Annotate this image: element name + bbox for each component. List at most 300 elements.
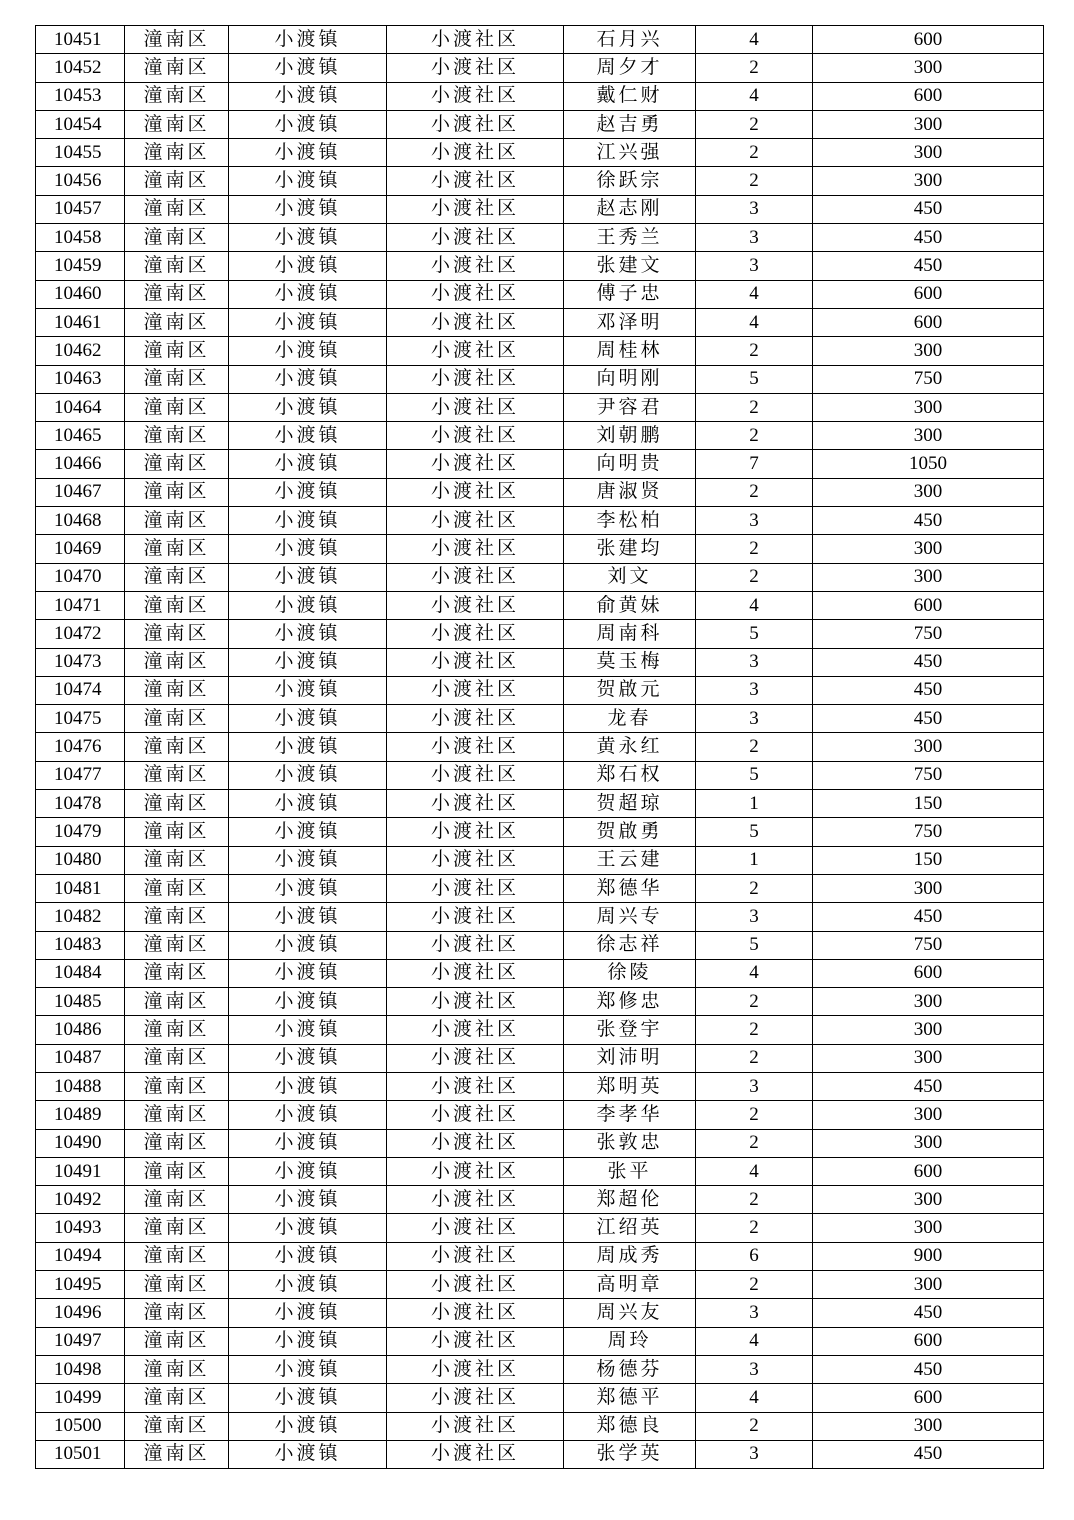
record-id-cell: 10459 bbox=[36, 252, 125, 280]
community-cell: 小渡社区 bbox=[387, 365, 564, 393]
household-count-cell: 3 bbox=[696, 903, 813, 931]
name-cell: 赵吉勇 bbox=[564, 110, 696, 138]
amount-cell: 600 bbox=[813, 1157, 1044, 1185]
amount-cell: 600 bbox=[813, 591, 1044, 619]
district-cell: 潼南区 bbox=[125, 1440, 229, 1468]
table-row bbox=[36, 82, 1044, 110]
town-cell: 小渡镇 bbox=[229, 1242, 387, 1270]
amount-cell: 300 bbox=[813, 988, 1044, 1016]
town-cell: 小渡镇 bbox=[229, 308, 387, 336]
district-cell: 潼南区 bbox=[125, 139, 229, 167]
town-cell: 小渡镇 bbox=[229, 648, 387, 676]
record-id-cell: 10457 bbox=[36, 195, 125, 223]
amount-cell: 150 bbox=[813, 790, 1044, 818]
community-cell: 小渡社区 bbox=[387, 1271, 564, 1299]
record-id-cell: 10485 bbox=[36, 988, 125, 1016]
record-id-cell: 10452 bbox=[36, 54, 125, 82]
table-row bbox=[36, 1214, 1044, 1242]
community-cell: 小渡社区 bbox=[387, 26, 564, 54]
table-row bbox=[36, 450, 1044, 478]
community-cell: 小渡社区 bbox=[387, 54, 564, 82]
district-cell: 潼南区 bbox=[125, 110, 229, 138]
name-cell: 莫玉梅 bbox=[564, 648, 696, 676]
household-count-cell: 1 bbox=[696, 790, 813, 818]
name-cell: 郑德良 bbox=[564, 1412, 696, 1440]
district-cell: 潼南区 bbox=[125, 988, 229, 1016]
district-cell: 潼南区 bbox=[125, 1412, 229, 1440]
name-cell: 张登宇 bbox=[564, 1016, 696, 1044]
town-cell: 小渡镇 bbox=[229, 931, 387, 959]
name-cell: 贺啟勇 bbox=[564, 818, 696, 846]
record-id-cell: 10483 bbox=[36, 931, 125, 959]
amount-cell: 300 bbox=[813, 1101, 1044, 1129]
record-id-cell: 10484 bbox=[36, 959, 125, 987]
household-count-cell: 2 bbox=[696, 54, 813, 82]
table-row bbox=[36, 422, 1044, 450]
record-id-cell: 10464 bbox=[36, 393, 125, 421]
community-cell: 小渡社区 bbox=[387, 1355, 564, 1383]
household-count-cell: 3 bbox=[696, 676, 813, 704]
district-cell: 潼南区 bbox=[125, 1299, 229, 1327]
household-count-cell: 2 bbox=[696, 733, 813, 761]
household-count-cell: 5 bbox=[696, 818, 813, 846]
amount-cell: 450 bbox=[813, 705, 1044, 733]
amount-cell: 450 bbox=[813, 1440, 1044, 1468]
district-cell: 潼南区 bbox=[125, 365, 229, 393]
record-id-cell: 10458 bbox=[36, 224, 125, 252]
town-cell: 小渡镇 bbox=[229, 846, 387, 874]
name-cell: 杨德芬 bbox=[564, 1355, 696, 1383]
district-cell: 潼南区 bbox=[125, 54, 229, 82]
household-count-cell: 2 bbox=[696, 1412, 813, 1440]
household-count-cell: 2 bbox=[696, 110, 813, 138]
district-cell: 潼南区 bbox=[125, 733, 229, 761]
town-cell: 小渡镇 bbox=[229, 903, 387, 931]
amount-cell: 150 bbox=[813, 846, 1044, 874]
household-count-cell: 2 bbox=[696, 1129, 813, 1157]
name-cell: 周桂林 bbox=[564, 337, 696, 365]
amount-cell: 450 bbox=[813, 676, 1044, 704]
amount-cell: 300 bbox=[813, 167, 1044, 195]
amount-cell: 450 bbox=[813, 195, 1044, 223]
town-cell: 小渡镇 bbox=[229, 1157, 387, 1185]
district-cell: 潼南区 bbox=[125, 1186, 229, 1214]
household-count-cell: 2 bbox=[696, 393, 813, 421]
town-cell: 小渡镇 bbox=[229, 1355, 387, 1383]
record-id-cell: 10474 bbox=[36, 676, 125, 704]
town-cell: 小渡镇 bbox=[229, 818, 387, 846]
name-cell: 赵志刚 bbox=[564, 195, 696, 223]
household-count-cell: 5 bbox=[696, 620, 813, 648]
community-cell: 小渡社区 bbox=[387, 110, 564, 138]
household-count-cell: 2 bbox=[696, 1271, 813, 1299]
record-id-cell: 10456 bbox=[36, 167, 125, 195]
name-cell: 江兴强 bbox=[564, 139, 696, 167]
name-cell: 张敦忠 bbox=[564, 1129, 696, 1157]
table-row bbox=[36, 1412, 1044, 1440]
table-row bbox=[36, 252, 1044, 280]
name-cell: 刘朝鹏 bbox=[564, 422, 696, 450]
name-cell: 郑修忠 bbox=[564, 988, 696, 1016]
table-row bbox=[36, 54, 1044, 82]
community-cell: 小渡社区 bbox=[387, 1129, 564, 1157]
household-count-cell: 1 bbox=[696, 846, 813, 874]
district-cell: 潼南区 bbox=[125, 790, 229, 818]
household-count-cell: 2 bbox=[696, 167, 813, 195]
record-id-cell: 10487 bbox=[36, 1044, 125, 1072]
community-cell: 小渡社区 bbox=[387, 563, 564, 591]
district-cell: 潼南区 bbox=[125, 1214, 229, 1242]
record-id-cell: 10475 bbox=[36, 705, 125, 733]
record-id-cell: 10477 bbox=[36, 761, 125, 789]
town-cell: 小渡镇 bbox=[229, 1412, 387, 1440]
district-cell: 潼南区 bbox=[125, 1157, 229, 1185]
town-cell: 小渡镇 bbox=[229, 705, 387, 733]
household-count-cell: 5 bbox=[696, 761, 813, 789]
record-id-cell: 10481 bbox=[36, 874, 125, 902]
town-cell: 小渡镇 bbox=[229, 1440, 387, 1468]
town-cell: 小渡镇 bbox=[229, 959, 387, 987]
name-cell: 徐志祥 bbox=[564, 931, 696, 959]
community-cell: 小渡社区 bbox=[387, 705, 564, 733]
table-row bbox=[36, 620, 1044, 648]
table-row bbox=[36, 818, 1044, 846]
town-cell: 小渡镇 bbox=[229, 450, 387, 478]
district-cell: 潼南区 bbox=[125, 931, 229, 959]
amount-cell: 450 bbox=[813, 1072, 1044, 1100]
record-id-cell: 10486 bbox=[36, 1016, 125, 1044]
household-count-cell: 4 bbox=[696, 1384, 813, 1412]
amount-cell: 300 bbox=[813, 1016, 1044, 1044]
household-count-cell: 3 bbox=[696, 252, 813, 280]
name-cell: 郑明英 bbox=[564, 1072, 696, 1100]
amount-cell: 300 bbox=[813, 1214, 1044, 1242]
household-count-cell: 3 bbox=[696, 1072, 813, 1100]
record-id-cell: 10455 bbox=[36, 139, 125, 167]
community-cell: 小渡社区 bbox=[387, 1072, 564, 1100]
amount-cell: 300 bbox=[813, 1186, 1044, 1214]
town-cell: 小渡镇 bbox=[229, 1214, 387, 1242]
amount-cell: 300 bbox=[813, 337, 1044, 365]
record-id-cell: 10491 bbox=[36, 1157, 125, 1185]
name-cell: 俞黄妹 bbox=[564, 591, 696, 619]
table-row bbox=[36, 535, 1044, 563]
community-cell: 小渡社区 bbox=[387, 478, 564, 506]
amount-cell: 300 bbox=[813, 874, 1044, 902]
community-cell: 小渡社区 bbox=[387, 139, 564, 167]
household-count-cell: 3 bbox=[696, 705, 813, 733]
table-row bbox=[36, 26, 1044, 54]
name-cell: 张建均 bbox=[564, 535, 696, 563]
community-cell: 小渡社区 bbox=[387, 422, 564, 450]
household-count-cell: 2 bbox=[696, 874, 813, 902]
amount-cell: 600 bbox=[813, 26, 1044, 54]
amount-cell: 300 bbox=[813, 733, 1044, 761]
community-cell: 小渡社区 bbox=[387, 818, 564, 846]
amount-cell: 600 bbox=[813, 1384, 1044, 1412]
amount-cell: 600 bbox=[813, 82, 1044, 110]
table-row bbox=[36, 195, 1044, 223]
community-cell: 小渡社区 bbox=[387, 195, 564, 223]
name-cell: 张平 bbox=[564, 1157, 696, 1185]
table-row bbox=[36, 1242, 1044, 1270]
community-cell: 小渡社区 bbox=[387, 1242, 564, 1270]
table-row bbox=[36, 167, 1044, 195]
household-count-cell: 4 bbox=[696, 308, 813, 336]
household-count-cell: 2 bbox=[696, 1044, 813, 1072]
town-cell: 小渡镇 bbox=[229, 733, 387, 761]
community-cell: 小渡社区 bbox=[387, 1044, 564, 1072]
household-count-cell: 2 bbox=[696, 139, 813, 167]
district-cell: 潼南区 bbox=[125, 818, 229, 846]
town-cell: 小渡镇 bbox=[229, 1186, 387, 1214]
household-count-cell: 3 bbox=[696, 195, 813, 223]
amount-cell: 750 bbox=[813, 620, 1044, 648]
community-cell: 小渡社区 bbox=[387, 252, 564, 280]
district-cell: 潼南区 bbox=[125, 82, 229, 110]
amount-cell: 300 bbox=[813, 1271, 1044, 1299]
household-count-cell: 3 bbox=[696, 507, 813, 535]
town-cell: 小渡镇 bbox=[229, 620, 387, 648]
district-cell: 潼南区 bbox=[125, 308, 229, 336]
household-count-cell: 6 bbox=[696, 1242, 813, 1270]
table-row bbox=[36, 507, 1044, 535]
district-cell: 潼南区 bbox=[125, 563, 229, 591]
name-cell: 贺啟元 bbox=[564, 676, 696, 704]
record-id-cell: 10453 bbox=[36, 82, 125, 110]
district-cell: 潼南区 bbox=[125, 591, 229, 619]
community-cell: 小渡社区 bbox=[387, 846, 564, 874]
name-cell: 周夕才 bbox=[564, 54, 696, 82]
household-count-cell: 4 bbox=[696, 959, 813, 987]
name-cell: 向明贵 bbox=[564, 450, 696, 478]
community-cell: 小渡社区 bbox=[387, 393, 564, 421]
community-cell: 小渡社区 bbox=[387, 931, 564, 959]
name-cell: 周兴友 bbox=[564, 1299, 696, 1327]
district-cell: 潼南区 bbox=[125, 705, 229, 733]
household-count-cell: 2 bbox=[696, 1016, 813, 1044]
district-cell: 潼南区 bbox=[125, 224, 229, 252]
town-cell: 小渡镇 bbox=[229, 761, 387, 789]
district-cell: 潼南区 bbox=[125, 167, 229, 195]
community-cell: 小渡社区 bbox=[387, 988, 564, 1016]
household-count-cell: 4 bbox=[696, 82, 813, 110]
record-id-cell: 10470 bbox=[36, 563, 125, 591]
record-id-cell: 10468 bbox=[36, 507, 125, 535]
record-id-cell: 10460 bbox=[36, 280, 125, 308]
record-id-cell: 10496 bbox=[36, 1299, 125, 1327]
community-cell: 小渡社区 bbox=[387, 761, 564, 789]
household-count-cell: 5 bbox=[696, 931, 813, 959]
table-row bbox=[36, 1157, 1044, 1185]
table-row bbox=[36, 676, 1044, 704]
community-cell: 小渡社区 bbox=[387, 1016, 564, 1044]
district-cell: 潼南区 bbox=[125, 26, 229, 54]
name-cell: 李松柏 bbox=[564, 507, 696, 535]
community-cell: 小渡社区 bbox=[387, 308, 564, 336]
table-row bbox=[36, 1327, 1044, 1355]
record-id-cell: 10478 bbox=[36, 790, 125, 818]
record-id-cell: 10462 bbox=[36, 337, 125, 365]
community-cell: 小渡社区 bbox=[387, 591, 564, 619]
community-cell: 小渡社区 bbox=[387, 676, 564, 704]
district-cell: 潼南区 bbox=[125, 337, 229, 365]
district-cell: 潼南区 bbox=[125, 648, 229, 676]
table-row bbox=[36, 337, 1044, 365]
amount-cell: 300 bbox=[813, 422, 1044, 450]
household-count-cell: 2 bbox=[696, 1101, 813, 1129]
household-count-cell: 2 bbox=[696, 988, 813, 1016]
household-count-cell: 3 bbox=[696, 1440, 813, 1468]
household-count-cell: 2 bbox=[696, 422, 813, 450]
name-cell: 郑德平 bbox=[564, 1384, 696, 1412]
amount-cell: 450 bbox=[813, 1299, 1044, 1327]
town-cell: 小渡镇 bbox=[229, 507, 387, 535]
record-id-cell: 10498 bbox=[36, 1355, 125, 1383]
town-cell: 小渡镇 bbox=[229, 82, 387, 110]
table-row bbox=[36, 563, 1044, 591]
record-id-cell: 10499 bbox=[36, 1384, 125, 1412]
record-id-cell: 10467 bbox=[36, 478, 125, 506]
name-cell: 邓泽明 bbox=[564, 308, 696, 336]
name-cell: 郑德华 bbox=[564, 874, 696, 902]
amount-cell: 1050 bbox=[813, 450, 1044, 478]
district-cell: 潼南区 bbox=[125, 1129, 229, 1157]
district-cell: 潼南区 bbox=[125, 1072, 229, 1100]
district-cell: 潼南区 bbox=[125, 676, 229, 704]
data-table bbox=[35, 25, 1044, 1469]
amount-cell: 600 bbox=[813, 1327, 1044, 1355]
table-row bbox=[36, 931, 1044, 959]
record-id-cell: 10479 bbox=[36, 818, 125, 846]
community-cell: 小渡社区 bbox=[387, 790, 564, 818]
table-row bbox=[36, 393, 1044, 421]
district-cell: 潼南区 bbox=[125, 507, 229, 535]
household-count-cell: 2 bbox=[696, 337, 813, 365]
record-id-cell: 10497 bbox=[36, 1327, 125, 1355]
community-cell: 小渡社区 bbox=[387, 82, 564, 110]
record-id-cell: 10488 bbox=[36, 1072, 125, 1100]
name-cell: 徐陵 bbox=[564, 959, 696, 987]
community-cell: 小渡社区 bbox=[387, 1101, 564, 1129]
district-cell: 潼南区 bbox=[125, 761, 229, 789]
record-id-cell: 10501 bbox=[36, 1440, 125, 1468]
district-cell: 潼南区 bbox=[125, 620, 229, 648]
amount-cell: 300 bbox=[813, 1412, 1044, 1440]
amount-cell: 600 bbox=[813, 308, 1044, 336]
name-cell: 高明章 bbox=[564, 1271, 696, 1299]
table-row bbox=[36, 308, 1044, 336]
record-id-cell: 10451 bbox=[36, 26, 125, 54]
town-cell: 小渡镇 bbox=[229, 54, 387, 82]
town-cell: 小渡镇 bbox=[229, 1129, 387, 1157]
table-row bbox=[36, 1355, 1044, 1383]
record-id-cell: 10454 bbox=[36, 110, 125, 138]
table-row bbox=[36, 874, 1044, 902]
district-cell: 潼南区 bbox=[125, 393, 229, 421]
community-cell: 小渡社区 bbox=[387, 648, 564, 676]
community-cell: 小渡社区 bbox=[387, 1214, 564, 1242]
district-cell: 潼南区 bbox=[125, 280, 229, 308]
district-cell: 潼南区 bbox=[125, 450, 229, 478]
town-cell: 小渡镇 bbox=[229, 1271, 387, 1299]
district-cell: 潼南区 bbox=[125, 1355, 229, 1383]
community-cell: 小渡社区 bbox=[387, 620, 564, 648]
household-count-cell: 3 bbox=[696, 648, 813, 676]
record-id-cell: 10494 bbox=[36, 1242, 125, 1270]
table-row bbox=[36, 1271, 1044, 1299]
community-cell: 小渡社区 bbox=[387, 1440, 564, 1468]
community-cell: 小渡社区 bbox=[387, 1412, 564, 1440]
table-row bbox=[36, 790, 1044, 818]
town-cell: 小渡镇 bbox=[229, 676, 387, 704]
community-cell: 小渡社区 bbox=[387, 535, 564, 563]
name-cell: 王秀兰 bbox=[564, 224, 696, 252]
town-cell: 小渡镇 bbox=[229, 1299, 387, 1327]
table-row bbox=[36, 478, 1044, 506]
district-cell: 潼南区 bbox=[125, 1044, 229, 1072]
district-cell: 潼南区 bbox=[125, 846, 229, 874]
record-id-cell: 10489 bbox=[36, 1101, 125, 1129]
name-cell: 唐淑贤 bbox=[564, 478, 696, 506]
name-cell: 张学英 bbox=[564, 1440, 696, 1468]
record-id-cell: 10492 bbox=[36, 1186, 125, 1214]
table-row bbox=[36, 846, 1044, 874]
table-row bbox=[36, 733, 1044, 761]
name-cell: 尹容君 bbox=[564, 393, 696, 421]
town-cell: 小渡镇 bbox=[229, 26, 387, 54]
district-cell: 潼南区 bbox=[125, 903, 229, 931]
household-count-cell: 4 bbox=[696, 1157, 813, 1185]
community-cell: 小渡社区 bbox=[387, 903, 564, 931]
table-row bbox=[36, 1072, 1044, 1100]
name-cell: 黄永红 bbox=[564, 733, 696, 761]
town-cell: 小渡镇 bbox=[229, 280, 387, 308]
amount-cell: 900 bbox=[813, 1242, 1044, 1270]
community-cell: 小渡社区 bbox=[387, 450, 564, 478]
household-count-cell: 4 bbox=[696, 591, 813, 619]
district-cell: 潼南区 bbox=[125, 195, 229, 223]
household-count-cell: 2 bbox=[696, 478, 813, 506]
name-cell: 张建文 bbox=[564, 252, 696, 280]
amount-cell: 750 bbox=[813, 761, 1044, 789]
town-cell: 小渡镇 bbox=[229, 1384, 387, 1412]
household-count-cell: 2 bbox=[696, 563, 813, 591]
amount-cell: 300 bbox=[813, 1129, 1044, 1157]
amount-cell: 300 bbox=[813, 393, 1044, 421]
table-row bbox=[36, 1044, 1044, 1072]
community-cell: 小渡社区 bbox=[387, 1384, 564, 1412]
district-cell: 潼南区 bbox=[125, 1016, 229, 1044]
town-cell: 小渡镇 bbox=[229, 139, 387, 167]
record-id-cell: 10461 bbox=[36, 308, 125, 336]
community-cell: 小渡社区 bbox=[387, 280, 564, 308]
record-id-cell: 10473 bbox=[36, 648, 125, 676]
town-cell: 小渡镇 bbox=[229, 365, 387, 393]
amount-cell: 300 bbox=[813, 54, 1044, 82]
town-cell: 小渡镇 bbox=[229, 988, 387, 1016]
district-cell: 潼南区 bbox=[125, 1327, 229, 1355]
district-cell: 潼南区 bbox=[125, 1384, 229, 1412]
town-cell: 小渡镇 bbox=[229, 252, 387, 280]
town-cell: 小渡镇 bbox=[229, 167, 387, 195]
district-cell: 潼南区 bbox=[125, 874, 229, 902]
name-cell: 贺超琼 bbox=[564, 790, 696, 818]
amount-cell: 750 bbox=[813, 365, 1044, 393]
table-row bbox=[36, 139, 1044, 167]
record-id-cell: 10482 bbox=[36, 903, 125, 931]
table-row bbox=[36, 1016, 1044, 1044]
